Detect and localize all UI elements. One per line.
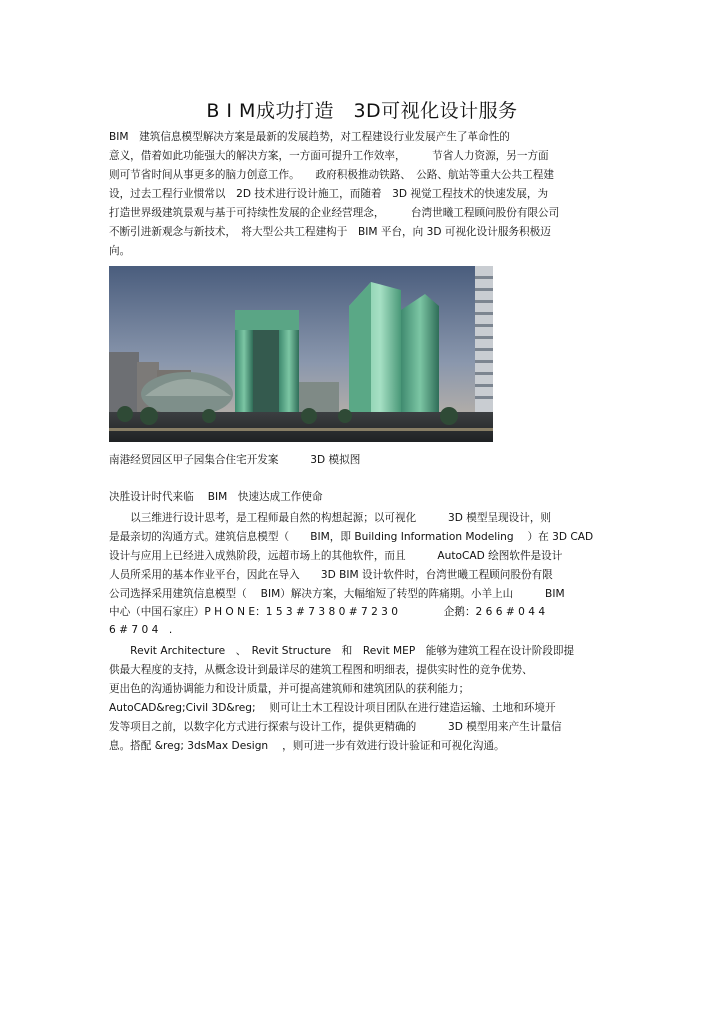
body-line: AutoCAD&reg;Civil 3D&reg; 则可让土木工程设计项目团队在进行建造运输、土地和环境开 <box>109 702 556 714</box>
body-line: 息。搭配 &reg; 3dsMax Design ，则可进一步有效进行设计验证和可视化沟通。 <box>109 740 505 752</box>
body-line: 公司选择采用建筑信息模型（ BIM）解决方案，大幅缩短了转型的阵痛期。小羊上山 BIM <box>109 588 565 600</box>
body-line: Revit Architecture 、 Revit Structure 和 Revit MEP 能够为建筑工程在设计阶段即提 <box>109 645 575 657</box>
body-line: 以三维进行设计思考，是工程师最自然的构想起源；以可视化 3D 模型呈现设计，则 <box>109 512 552 524</box>
body-line: 更出色的沟通协调能力和设计质量，并可提高建筑师和建筑团队的获利能力； <box>109 683 470 695</box>
intro-line: 意义，借着如此功能强大的解决方案，一方面可提升工作效率， 节省人力资源，另一方面 <box>109 150 549 162</box>
image-caption: 南港经贸园区甲子园集合住宅开发案 3D 模拟图 <box>109 454 361 466</box>
body-line: 中心（中国石家庄）P H O N E：1 5 3 # 7 3 8 0 # 7 2 3 0 企鹅：2 6 6 # 0 4 4 <box>109 606 546 618</box>
page-title: B I M成功打造 3D可视化设计服务 <box>206 100 518 122</box>
body-line: 6 # 7 0 4 . <box>109 624 173 636</box>
body-line: 设计与应用上已经进入成熟阶段，远超市场上的其他软件，而且 AutoCAD 绘图软件是设计 <box>109 550 563 562</box>
intro-line: BIM 建筑信息模型解决方案是最新的发展趋势，对工程建设行业发展产生了革命性的 <box>109 131 510 143</box>
intro-line: 设，过去工程行业惯常以 2D 技术进行设计施工，而随着 3D 视觉工程技术的快速发展，为 <box>109 188 549 200</box>
intro-line: 打造世界级建筑景观与基于可持续性发展的企业经营理念， 台湾世曦工程顾问股份有限公司 <box>109 207 560 219</box>
body-line: 供最大程度的支持，从概念设计到最详尽的建筑工程图和明细表，提供实时性的竞争优势、 <box>109 664 533 676</box>
body-line: 人员所采用的基本作业平台，因此在导入 3D BIM 设计软件时，台湾世曦工程顾问股份有限 <box>109 569 553 581</box>
intro-line: 不断引进新观念与新技术， 将大型公共工程建构于 BIM 平台，向 3D 可视化设计服务积极迈 <box>109 226 551 238</box>
intro-line: 向。 <box>109 245 131 257</box>
section-heading: 决胜设计时代来临 BIM 快速达成工作使命 <box>109 491 323 503</box>
body-line: 发等项目之前，以数字化方式进行探索与设计工作，提供更精确的 3D 模型用来产生计量信 <box>109 721 562 733</box>
body-line: 是最亲切的沟通方式。建筑信息模型（ BIM，即 Building Information Modeling ）在 3D CAD <box>109 531 594 543</box>
building-rendering-image <box>109 266 493 442</box>
intro-line: 则可节省时间从事更多的脑力创意工作。 政府积极推动铁路、 公路、航站等重大公共工程建 <box>109 169 554 181</box>
